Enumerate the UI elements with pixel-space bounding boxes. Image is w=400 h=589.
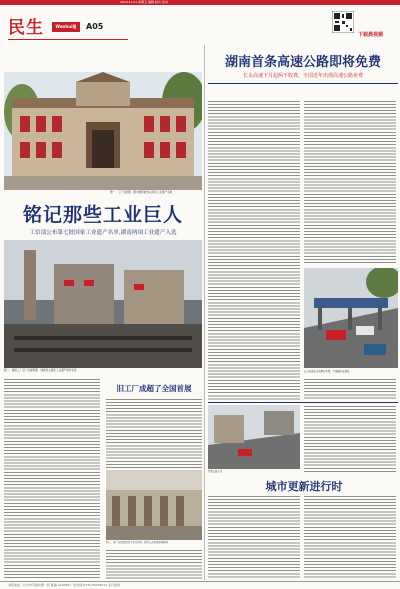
right-headline-rule [208,83,398,84]
factory-building-image [4,72,202,190]
footer-text: 本报地址：长沙市芙蓉中路一段 邮编 410005 广告热线 0731-84326111 发行热线 [8,583,121,587]
left-subhead: 工信部公布第七批国家工业遗产名单,湖南两项工业遗产入选 [29,230,177,236]
photo-culture-park [106,470,202,540]
right-body-text-col4 [304,405,396,473]
masthead [0,5,400,45]
photo-factory-facade [4,72,202,190]
qr-code-icon[interactable] [332,11,354,33]
section-title: 民生 [8,18,44,38]
left-body-text-col2 [106,398,202,468]
right-bottom-photo [208,405,300,469]
left-body-text-col1 [4,378,100,578]
right-body-text-col2 [304,100,396,265]
body-lines-1 [4,378,100,578]
left-body-text-col3 [106,549,202,579]
photo-industrial-complex [4,240,202,368]
bottom-headline: 城市更新进行时 [265,480,343,493]
photo-caption-2: 图二：湖南工厂旧厂房建筑群，现被列入国家工业遗产保护名录 [4,369,77,372]
page-number: A05 [86,22,104,31]
photo-caption-4: 长永高速长沙段即将免费，车辆通行收费站 [304,370,350,373]
app-download-label: 下载晨视频 [358,32,384,38]
right-body-text-col3 [304,378,396,400]
photo-caption-1: 图一：工厂旧址图，图中建筑被列入国家工业遗产名单 [110,191,173,194]
right-body-text-col6 [304,495,396,579]
bottom-road-image [208,405,300,469]
culture-park-image [106,470,202,540]
right-body-text-col5 [208,495,300,579]
highway-tollgate-image [304,268,398,368]
right-bottom-rule [208,402,398,403]
qr-code-graphic [332,11,354,33]
top-strip-text: 2019.11.01 星期五 编辑 版式 校对 [120,0,168,4]
right-headline-block [208,45,398,97]
right-headline: 湖南首条高速公路即将免费 [224,55,381,70]
right-body-text-col1 [208,100,300,400]
subsection-title: 旧工厂成超了全国首展 [116,384,192,393]
paper-logo-text: Wenhui报 [55,24,77,29]
column-divider [204,45,205,580]
right-subhead: 长永高速下月起两不收费，全国近年出现高速公路免费 [242,73,363,79]
photo-caption-5: 免费公路示意 [208,470,223,473]
left-headline: 铭记那些工业巨人 [22,204,183,226]
industrial-complex-image [4,240,202,368]
masthead-rule [8,39,128,40]
photo-highway-tollgate [304,268,398,368]
paper-logo [52,22,80,32]
photo-caption-3: 图三：老厂房改造后的工业文化园，现为公众开放参观场所 [106,541,169,544]
